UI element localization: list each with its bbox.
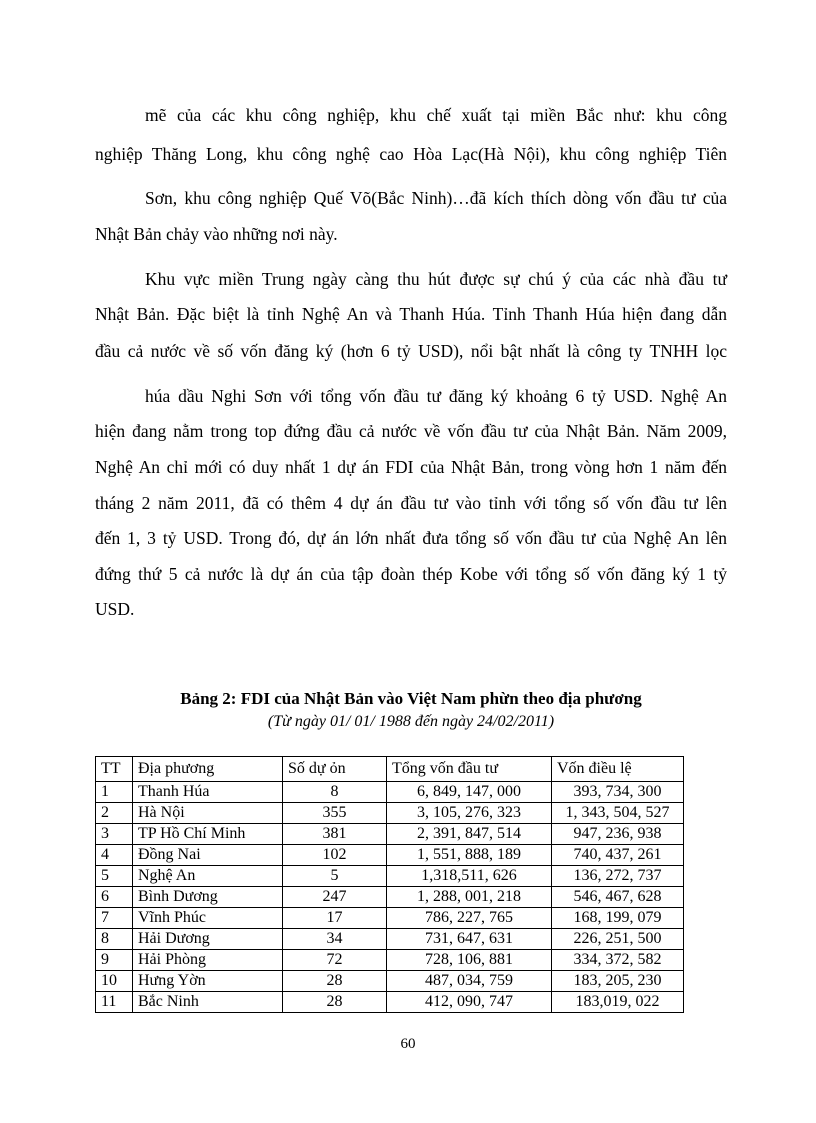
table-cell: 6, 849, 147, 000 — [387, 782, 552, 803]
paragraph-line: hiện đang nằm trong top đứng đầu cả nước về vốn đầu tư của Nhật Bản. Năm 2009, — [95, 421, 727, 441]
header-cell: Vốn điều lệ — [552, 757, 684, 782]
table-cell: 728, 106, 881 — [387, 950, 552, 971]
table-cell: 183,019, 022 — [552, 992, 684, 1013]
table-cell: Vĩnh Phúc — [133, 908, 283, 929]
table-title: Bảng 2: FDI của Nhật Bản vào Việt Nam phừn theo địa phương — [180, 689, 642, 708]
table-cell: 1, 288, 001, 218 — [387, 887, 552, 908]
table-cell: 740, 437, 261 — [552, 845, 684, 866]
table-cell: 34 — [283, 929, 387, 950]
table-cell: 2, 391, 847, 514 — [387, 824, 552, 845]
table-cell: Thanh Húa — [133, 782, 283, 803]
paragraph-line: Sơn, khu công nghiệp Quế Võ(Bắc Ninh)…đã kích thích dòng vốn đầu tư của — [145, 188, 727, 208]
table-row — [96, 908, 684, 929]
table-row — [96, 824, 684, 845]
table-cell: 412, 090, 747 — [387, 992, 552, 1013]
table-cell: 17 — [283, 908, 387, 929]
header-cell: TT — [96, 757, 133, 782]
paragraph-line: Khu vực miền Trung ngày càng thu hút được sự chú ý của các nhà đầu tư — [145, 269, 727, 289]
table-cell: 8 — [283, 782, 387, 803]
table-cell: 28 — [283, 971, 387, 992]
table-cell: 8 — [96, 929, 133, 950]
table-cell: TP Hồ Chí Minh — [133, 824, 283, 845]
table-cell: 102 — [283, 845, 387, 866]
fdi-table — [95, 756, 684, 1013]
table-cell: 393, 734, 300 — [552, 782, 684, 803]
table-cell: 4 — [96, 845, 133, 866]
paragraph-line: Nhật Bản chảy vào những nơi này. — [95, 224, 338, 244]
table-cell: 7 — [96, 908, 133, 929]
table-row — [96, 971, 684, 992]
table-cell: 5 — [283, 866, 387, 887]
table-cell: 226, 251, 500 — [552, 929, 684, 950]
table-header-row — [96, 757, 684, 782]
table-row — [96, 866, 684, 887]
table-cell: 487, 034, 759 — [387, 971, 552, 992]
table-row — [96, 950, 684, 971]
table-cell: 786, 227, 765 — [387, 908, 552, 929]
table-cell: 381 — [283, 824, 387, 845]
table-cell: 3 — [96, 824, 133, 845]
paragraph-line: Nhật Bản. Đặc biệt là tỉnh Nghệ An và Thanh Húa. Tỉnh Thanh Húa hiện đang dẫn — [95, 304, 727, 324]
table-cell: 6 — [96, 887, 133, 908]
table-cell: Đồng Nai — [133, 845, 283, 866]
table-cell: 136, 272, 737 — [552, 866, 684, 887]
table-row — [96, 803, 684, 824]
paragraph-line: Nghệ An chỉ mới có duy nhất 1 dự án FDI của Nhật Bản, trong vòng hơn 1 năm đến — [95, 457, 727, 477]
table-cell: 731, 647, 631 — [387, 929, 552, 950]
table-cell: Hưng Yờn — [133, 971, 283, 992]
table-cell: 11 — [96, 992, 133, 1013]
paragraph-line: đến 1, 3 tỷ USD. Trong đó, dự án lớn nhất đưa tổng số vốn đầu tư của Nghệ An lên — [95, 528, 727, 548]
table-cell: 183, 205, 230 — [552, 971, 684, 992]
table-cell: 1,318,511, 626 — [387, 866, 552, 887]
paragraph-line: tháng 2 năm 2011, đã có thêm 4 dự án đầu tư vào tỉnh với tổng số vốn đầu tư lên — [95, 493, 727, 513]
table-cell: 10 — [96, 971, 133, 992]
paragraph-line: đứng thứ 5 cả nước là dự án của tập đoàn thép Kobe với tổng số vốn đăng ký 1 tỷ — [95, 564, 727, 584]
page-number: 60 — [400, 1036, 416, 1052]
paragraph-line: đầu cả nước về số vốn đăng ký (hơn 6 tỷ USD), nổi bật nhất là công ty TNHH lọc — [95, 341, 727, 361]
table-cell: Hải Dương — [133, 929, 283, 950]
table-row — [96, 929, 684, 950]
table-cell: 1, 343, 504, 527 — [552, 803, 684, 824]
header-cell: Địa phương — [133, 757, 283, 782]
table-cell: 546, 467, 628 — [552, 887, 684, 908]
paragraph-line: húa dầu Nghi Sơn với tổng vốn đầu tư đăng ký khoảng 6 tỷ USD. Nghệ An — [145, 386, 727, 406]
table-cell: 247 — [283, 887, 387, 908]
table-cell: 72 — [283, 950, 387, 971]
table-row — [96, 887, 684, 908]
table-subtitle: (Từ ngày 01/ 01/ 1988 đến ngày 24/02/2011) — [267, 713, 555, 730]
table-cell: 355 — [283, 803, 387, 824]
paragraph-line: USD. — [95, 599, 135, 619]
table-cell: Hà Nội — [133, 803, 283, 824]
table-cell: 3, 105, 276, 323 — [387, 803, 552, 824]
table-cell: 2 — [96, 803, 133, 824]
table-cell: Bình Dương — [133, 887, 283, 908]
table-cell: Bắc Ninh — [133, 992, 283, 1013]
table-cell: 1, 551, 888, 189 — [387, 845, 552, 866]
table-row — [96, 845, 684, 866]
table-cell: 947, 236, 938 — [552, 824, 684, 845]
table-cell: 9 — [96, 950, 133, 971]
table-row — [96, 782, 684, 803]
table-cell: 1 — [96, 782, 133, 803]
table-cell: Hải Phòng — [133, 950, 283, 971]
table-cell: 168, 199, 079 — [552, 908, 684, 929]
table-cell: 5 — [96, 866, 133, 887]
table-row — [96, 992, 684, 1013]
table-cell: 334, 372, 582 — [552, 950, 684, 971]
table-cell: 28 — [283, 992, 387, 1013]
header-cell: Tổng vốn đầu tư — [387, 757, 552, 782]
header-cell: Số dự ỏn — [283, 757, 387, 782]
paragraph-line: mẽ của các khu công nghiệp, khu chế xuất tại miền Bắc như: khu công — [145, 105, 727, 125]
paragraph-line: nghiệp Thăng Long, khu công nghệ cao Hòa Lạc(Hà Nội), khu công nghiệp Tiên — [95, 144, 727, 164]
table-cell: Nghệ An — [133, 866, 283, 887]
